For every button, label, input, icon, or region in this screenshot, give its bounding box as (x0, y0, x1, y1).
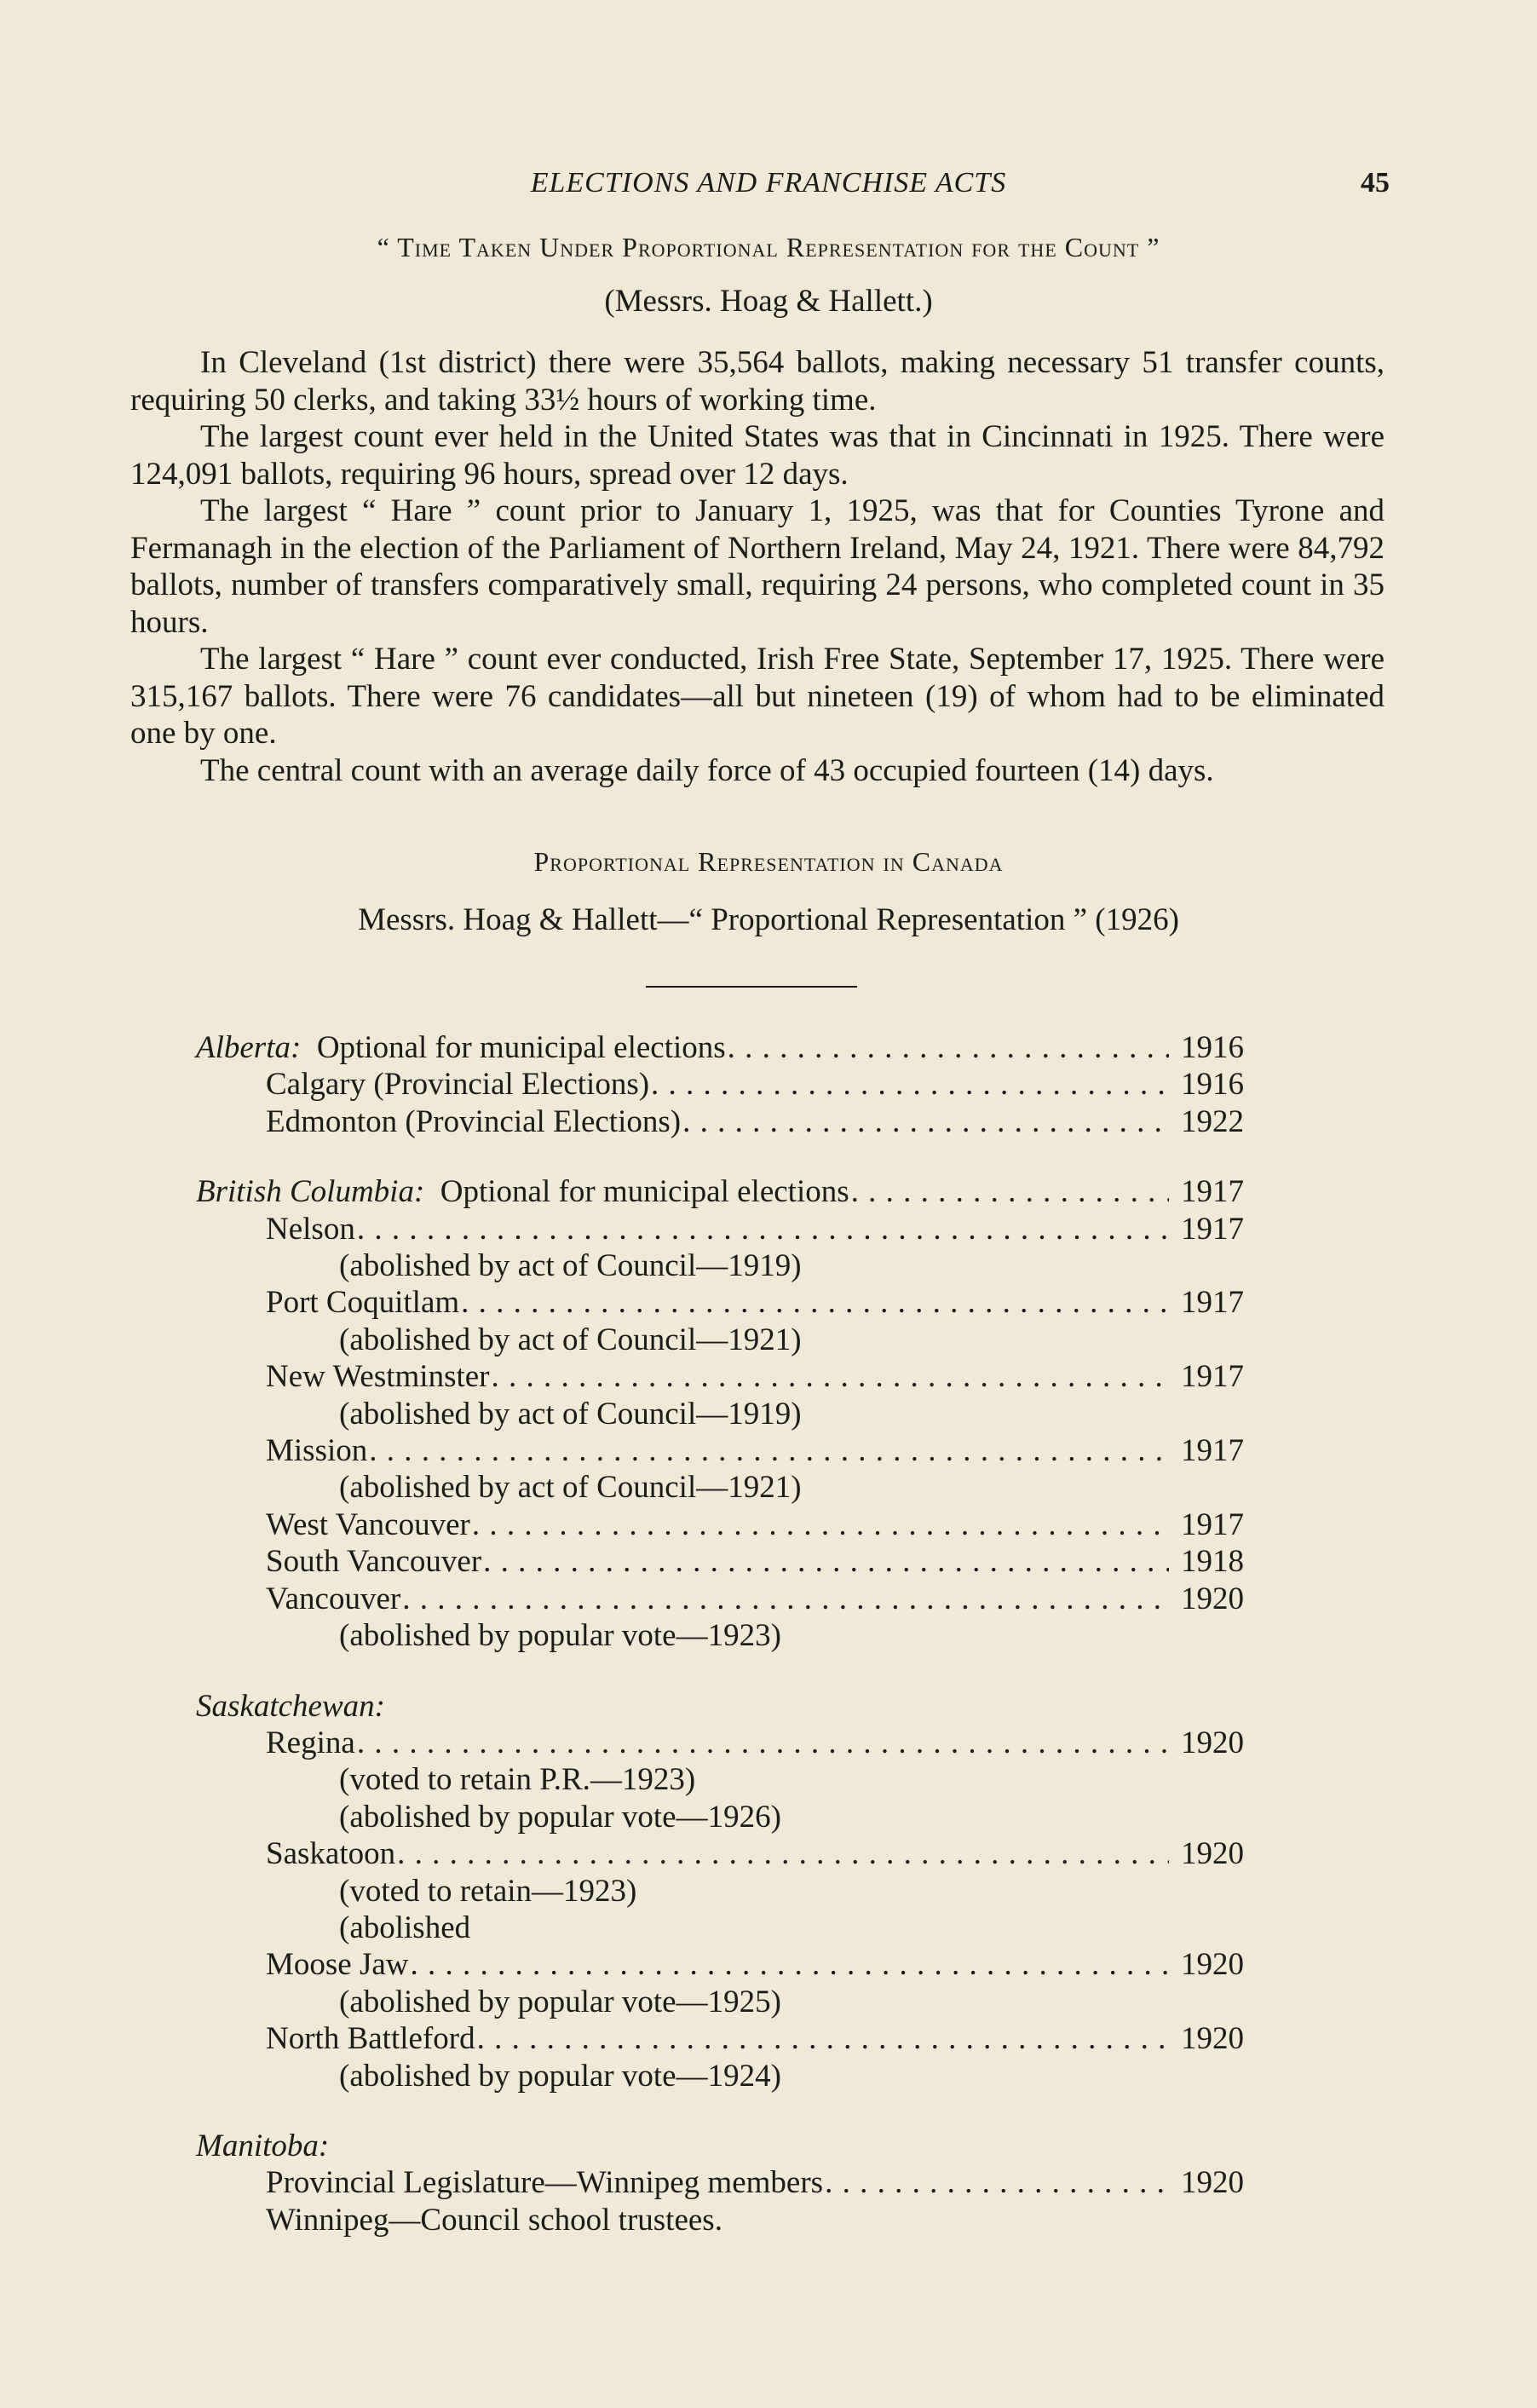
province-label-manitoba: Manitoba: (196, 2128, 330, 2163)
list-item (196, 1543, 1244, 1580)
list-item (196, 1946, 1244, 1983)
paragraph: The largest “ Hare ” count prior to January 1, 1925, was that for Counties Tyrone and Fermanagh in the election of the Parliament of Northern Ireland, May 24, 1921. There were 84,792 ballots, number of transfers comparatively small, requiring 24 persons, who completed count in 35 hours. (130, 493, 1384, 640)
entry-note: (abolished by popular vote—1923) (339, 1618, 781, 1654)
entry-year: 1916 (1181, 1030, 1244, 1065)
province-label-british-columbia: British Columbia: (196, 1174, 425, 1210)
entry-year: 1918 (1181, 1544, 1244, 1580)
entry-year: 1916 (1181, 1067, 1244, 1103)
entry-year: 1917 (1181, 1285, 1244, 1321)
list-item (196, 1173, 1244, 1210)
leader-dots (402, 1581, 1169, 1617)
entry-year: 1920 (1181, 2021, 1244, 2057)
list-item (196, 1284, 1244, 1321)
list-item (196, 1211, 1244, 1247)
entry-note: (voted to retain P.R.—1923) (339, 1762, 696, 1798)
entry-year: 1920 (1181, 2165, 1244, 2201)
entry-note: (abolished by popular vote—1924) (339, 2058, 781, 2094)
section-title-count-time: “ Time Taken Under Proportional Representation for the Count ” (377, 232, 1160, 262)
entry-year: 1917 (1181, 1359, 1244, 1395)
leader-dots (492, 1358, 1170, 1395)
entry-note: (abolished by act of Council—1921) (339, 1322, 802, 1357)
entry-year: 1920 (1181, 1725, 1244, 1760)
leader-dots (728, 1029, 1169, 1066)
entry-year: 1920 (1181, 1836, 1244, 1872)
list-item (196, 2164, 1244, 2201)
entry-name: Moose Jaw (266, 1947, 409, 1983)
entry-name: Winnipeg—Council school trustees. (266, 2202, 722, 2238)
entry-name: North Battleford (266, 2021, 475, 2057)
list-item (196, 1506, 1244, 1543)
entry-note: (abolished by act of Council—1921) (339, 1470, 802, 1506)
section-attribution: (Messrs. Hoag & Hallett.) (604, 284, 933, 319)
entry-note: (abolished by popular vote—1926) (339, 1799, 781, 1835)
entry-note: (abolished (339, 1910, 471, 1945)
list-item (196, 1103, 1244, 1140)
entry-year: 1922 (1181, 1103, 1244, 1139)
entry-name: South Vancouver (266, 1544, 482, 1580)
adoption-listing (196, 1029, 1244, 2238)
paragraph: In Cleveland (1st district) there were 35,564 ballots, making necessary 51 transfer counts, requiring 50 clerks, and taking 33½ hours of working time. (130, 345, 1384, 418)
leader-dots (483, 1543, 1169, 1580)
running-head (0, 167, 1537, 210)
leader-dots (397, 1835, 1169, 1872)
entry-note: (abolished by popular vote—1925) (339, 1984, 781, 2019)
entry-name: Edmonton (Provincial Elections) (266, 1103, 682, 1139)
province-label-saskatchewan: Saskatchewan: (196, 1688, 385, 1724)
leader-dots (369, 1432, 1169, 1469)
divider-rule (646, 986, 857, 988)
body-text (130, 344, 1384, 789)
province-label-alberta: Alberta: (196, 1030, 302, 1065)
paragraph: The largest count ever held in the United States was that in Cincinnati in 1925. There were 124,091 ballots, requiring 96 hours, spread over 12 days. (130, 419, 1384, 492)
entry-year: 1920 (1181, 1947, 1244, 1983)
entry-year: 1917 (1181, 1211, 1244, 1247)
list-item (196, 1725, 1244, 1761)
entry-name: Calgary (Provincial Elections) (266, 1067, 650, 1103)
running-title: ELECTIONS AND FRANCHISE ACTS (530, 167, 1007, 199)
leader-dots (477, 2020, 1169, 2057)
leader-dots (682, 1103, 1169, 1140)
entry-name: Nelson (266, 1211, 355, 1247)
entry-note: (voted to retain—1923) (339, 1873, 637, 1909)
list-item (196, 1835, 1244, 1872)
list-item (196, 1432, 1244, 1469)
leader-dots (411, 1946, 1169, 1983)
page-number: 45 (1361, 167, 1390, 199)
leader-dots (357, 1725, 1169, 1761)
entry-name: Vancouver (266, 1581, 401, 1616)
paragraph: The central count with an average daily force of 43 occupied fourteen (14) days. (200, 752, 1214, 788)
section-source: Messrs. Hoag & Hallett—“ Proportional Representation ” (1926) (358, 902, 1179, 937)
leader-dots (357, 1211, 1169, 1247)
entry-name: Optional for municipal elections (316, 1030, 726, 1065)
entry-name: Saskatoon (266, 1836, 396, 1872)
entry-name: West Vancouver (266, 1506, 470, 1542)
list-item (196, 1066, 1244, 1103)
entry-year: 1920 (1181, 1581, 1244, 1616)
entry-year: 1917 (1181, 1506, 1244, 1542)
leader-dots (851, 1173, 1169, 1210)
leader-dots (825, 2164, 1169, 2201)
entry-note: (abolished by act of Council—1919) (339, 1396, 802, 1432)
entry-name: Optional for municipal elections (440, 1174, 849, 1210)
entry-name: Regina (266, 1725, 355, 1760)
leader-dots (472, 1506, 1169, 1543)
entry-year: 1917 (1181, 1174, 1244, 1210)
entry-note: (abolished by act of Council—1919) (339, 1248, 802, 1284)
entry-year: 1917 (1181, 1433, 1244, 1469)
entry-name: Provincial Legislature—Winnipeg members (266, 2165, 824, 2201)
list-item (196, 1029, 1244, 1066)
list-item (196, 2020, 1244, 2057)
list-item (196, 1358, 1244, 1395)
entry-name: Port Coquitlam (266, 1285, 460, 1321)
section-title-canada: Proportional Representation in Canada (533, 846, 1004, 877)
entry-name: New Westminster (266, 1359, 490, 1395)
list-item (196, 1581, 1244, 1617)
leader-dots (461, 1284, 1169, 1321)
paragraph: The largest “ Hare ” count ever conducted, Irish Free State, September 17, 1925. There were 315,167 ballots. There were 76 candidates—all but nineteen (19) of whom had to be eliminated one by one. (130, 642, 1384, 751)
leader-dots (651, 1066, 1169, 1103)
list-item (196, 2202, 1244, 2238)
entry-name: Mission (266, 1433, 368, 1469)
